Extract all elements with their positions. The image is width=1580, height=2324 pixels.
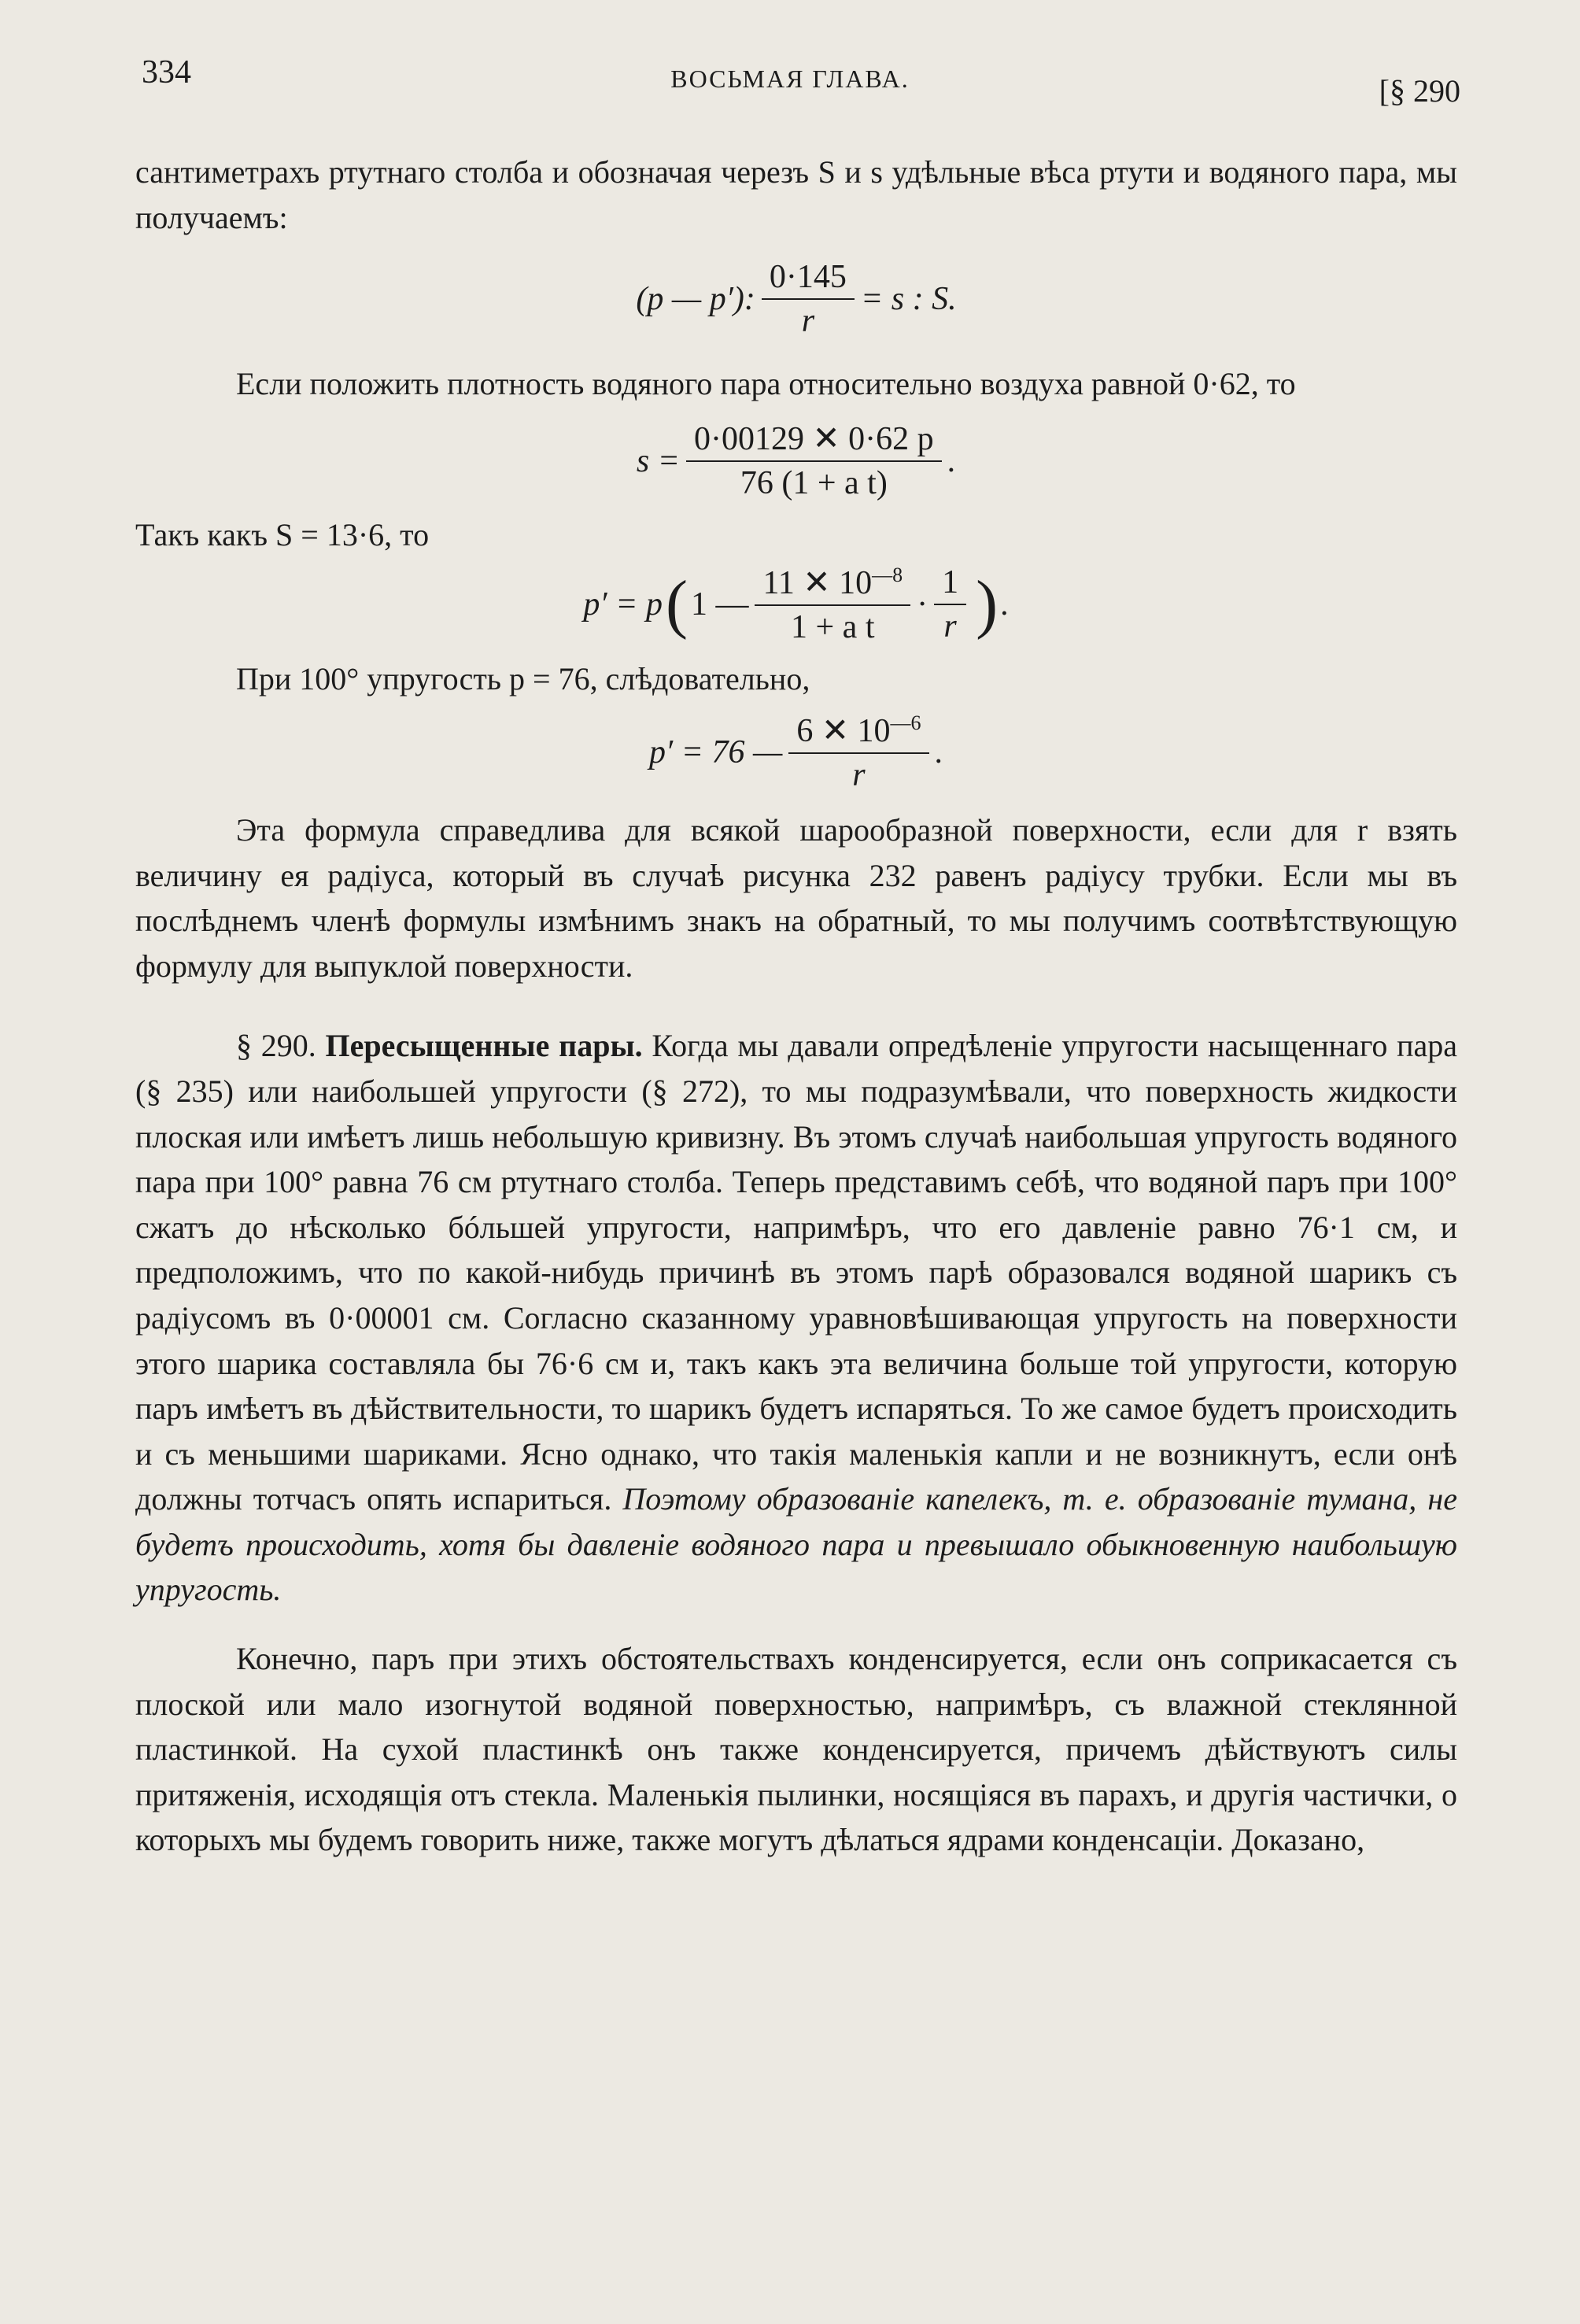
equation-1 xyxy=(135,260,1457,338)
section-290-text: Когда мы давали опредѣленiе упругости насыщеннаго пара (§ 235) или наибольшей упругости (§ 272), то мы подразумѣвали, что поверхность жидкости плоская или имѣетъ лишь небольшую кривизну. Въ этомъ случаѣ наибольшая упругость водяного пара при 100° равна 76 см ртутнаго столба. Теперь представимъ себѣ, что водяной паръ при 100° сжатъ до нѣсколько бóльшей упругости, напримѣръ, что его давленiе равно 76·1 см, и предположимъ, что по какой-нибудь причинѣ въ этомъ парѣ образовался водяной шарикъ съ радiусомъ въ 0·00001 см. Согласно сказанному уравновѣшивающая упругость на поверхности этого шарика составляла бы 76·6 см и, такъ какъ эта величина больше той упругости, которую паръ имѣетъ въ дѣйствительности, то шарикъ будетъ испаряться. То же самое будетъ происходить и съ меньшими шариками. Ясно однако, что такiя маленькiя капли и не возникнутъ, если онѣ должны тотчасъ опять испариться. xyxy=(135,1028,1457,1517)
eq4-left: p′ = 76 — xyxy=(648,733,783,770)
eq3-open-paren: ( xyxy=(665,567,688,641)
eq3-fraction xyxy=(755,565,910,644)
eq3-fraction-2 xyxy=(934,566,966,643)
eq3-left: p′ = p xyxy=(583,586,663,623)
eq1-left: (p — p′): xyxy=(636,281,755,318)
eq2-numerator: 0·00129 ✕ 0·62 p xyxy=(686,423,942,462)
eq2-left: s = xyxy=(636,442,680,479)
eq4-fraction xyxy=(788,713,928,792)
equation-3 xyxy=(135,565,1457,644)
paragraph-2: Если положить плотность водяного пара относительно воздуха равной 0·62, то xyxy=(236,366,1296,402)
paragraph-1: сантиметрахъ ртутнаго столба и обозначая черезъ S и s удѣльные вѣса ртути и водяного пара, мы получаемъ: xyxy=(135,154,1457,235)
equation-4 xyxy=(135,713,1457,792)
section-290-number: § 290. xyxy=(236,1028,316,1064)
chapter-title: ВОСЬМАЯ ГЛАВА. xyxy=(670,65,910,93)
eq4-numerator-base: 6 ✕ 10 xyxy=(796,712,891,749)
paragraph-6: Конечно, паръ при этихъ обстоятельствахъ конденсируется, если онъ соприкасается съ плоской или мало изогнутой водяной поверхностью, напримѣръ, съ влажной стеклянной пластинкой. На сухой пластинкѣ онъ также конденсируется, причемъ дѣйствуютъ силы притяженiя, исходящiя отъ стекла. Маленькiя пылинки, носящiяся въ парахъ, и другiя частички, о которыхъ мы будемъ говорить ниже, также могутъ дѣлаться ядрами конденсацiи. Доказано, xyxy=(135,1641,1457,1858)
eq3-denominator: 1 + a t xyxy=(791,609,875,646)
section-marker: [§ 290 xyxy=(1379,73,1460,109)
paragraph-5: Эта формула справедлива для всякой шарообразной поверхности, если для r взять величину ея радiуса, который въ случаѣ рисунка 232 равенъ радiусу трубки. Если мы въ послѣднемъ членѣ формулы измѣнимъ знакъ на обратный, то мы получимъ соотвѣтствующую формулу для выпуклой поверхности. xyxy=(135,811,1457,984)
section-290-title: Пересыщенные пары. xyxy=(325,1028,643,1064)
eq1-numerator: 0·145 xyxy=(762,260,855,300)
eq4-numerator-exp: —6 xyxy=(890,711,921,734)
eq3-numerator xyxy=(755,565,910,606)
eq3-right: . xyxy=(1001,586,1010,623)
eq2-right: . xyxy=(947,442,957,479)
paragraph-4: При 100° упругость p = 76, слѣдовательно, xyxy=(236,661,810,697)
eq3-numerator-exp: —8 xyxy=(872,563,903,587)
section-290 xyxy=(135,1023,1457,1613)
eq3-denominator-2: r xyxy=(943,608,957,645)
eq3-close-paren: ) xyxy=(976,567,999,641)
eq3-dot: · xyxy=(917,586,928,623)
eq3-one: 1 — xyxy=(690,586,749,623)
page-number: 334 xyxy=(142,54,191,91)
eq4-denominator: r xyxy=(852,756,866,793)
equation-2 xyxy=(135,420,1457,501)
eq2-denominator: 76 (1 + a t) xyxy=(740,464,888,501)
eq3-numerator-2: 1 xyxy=(934,566,966,605)
section-290-italic: Поэтому образованiе капелекъ, т. е. образованiе тумана, не будетъ происходить, хотя бы давленiе водяного пара и превышало обыкновенную наибольшую упругость. xyxy=(135,1481,1458,1608)
paragraph-3: Такъ какъ S = 13·6, то xyxy=(135,516,430,552)
page-body xyxy=(135,150,1457,1863)
eq4-numerator xyxy=(788,713,928,754)
eq3-numerator-base: 11 ✕ 10 xyxy=(762,565,873,602)
eq1-fraction xyxy=(762,260,855,338)
eq1-denominator: r xyxy=(801,303,815,340)
eq2-fraction xyxy=(686,420,942,501)
eq1-right: = s : S. xyxy=(860,281,957,318)
eq4-right: . xyxy=(935,733,944,770)
